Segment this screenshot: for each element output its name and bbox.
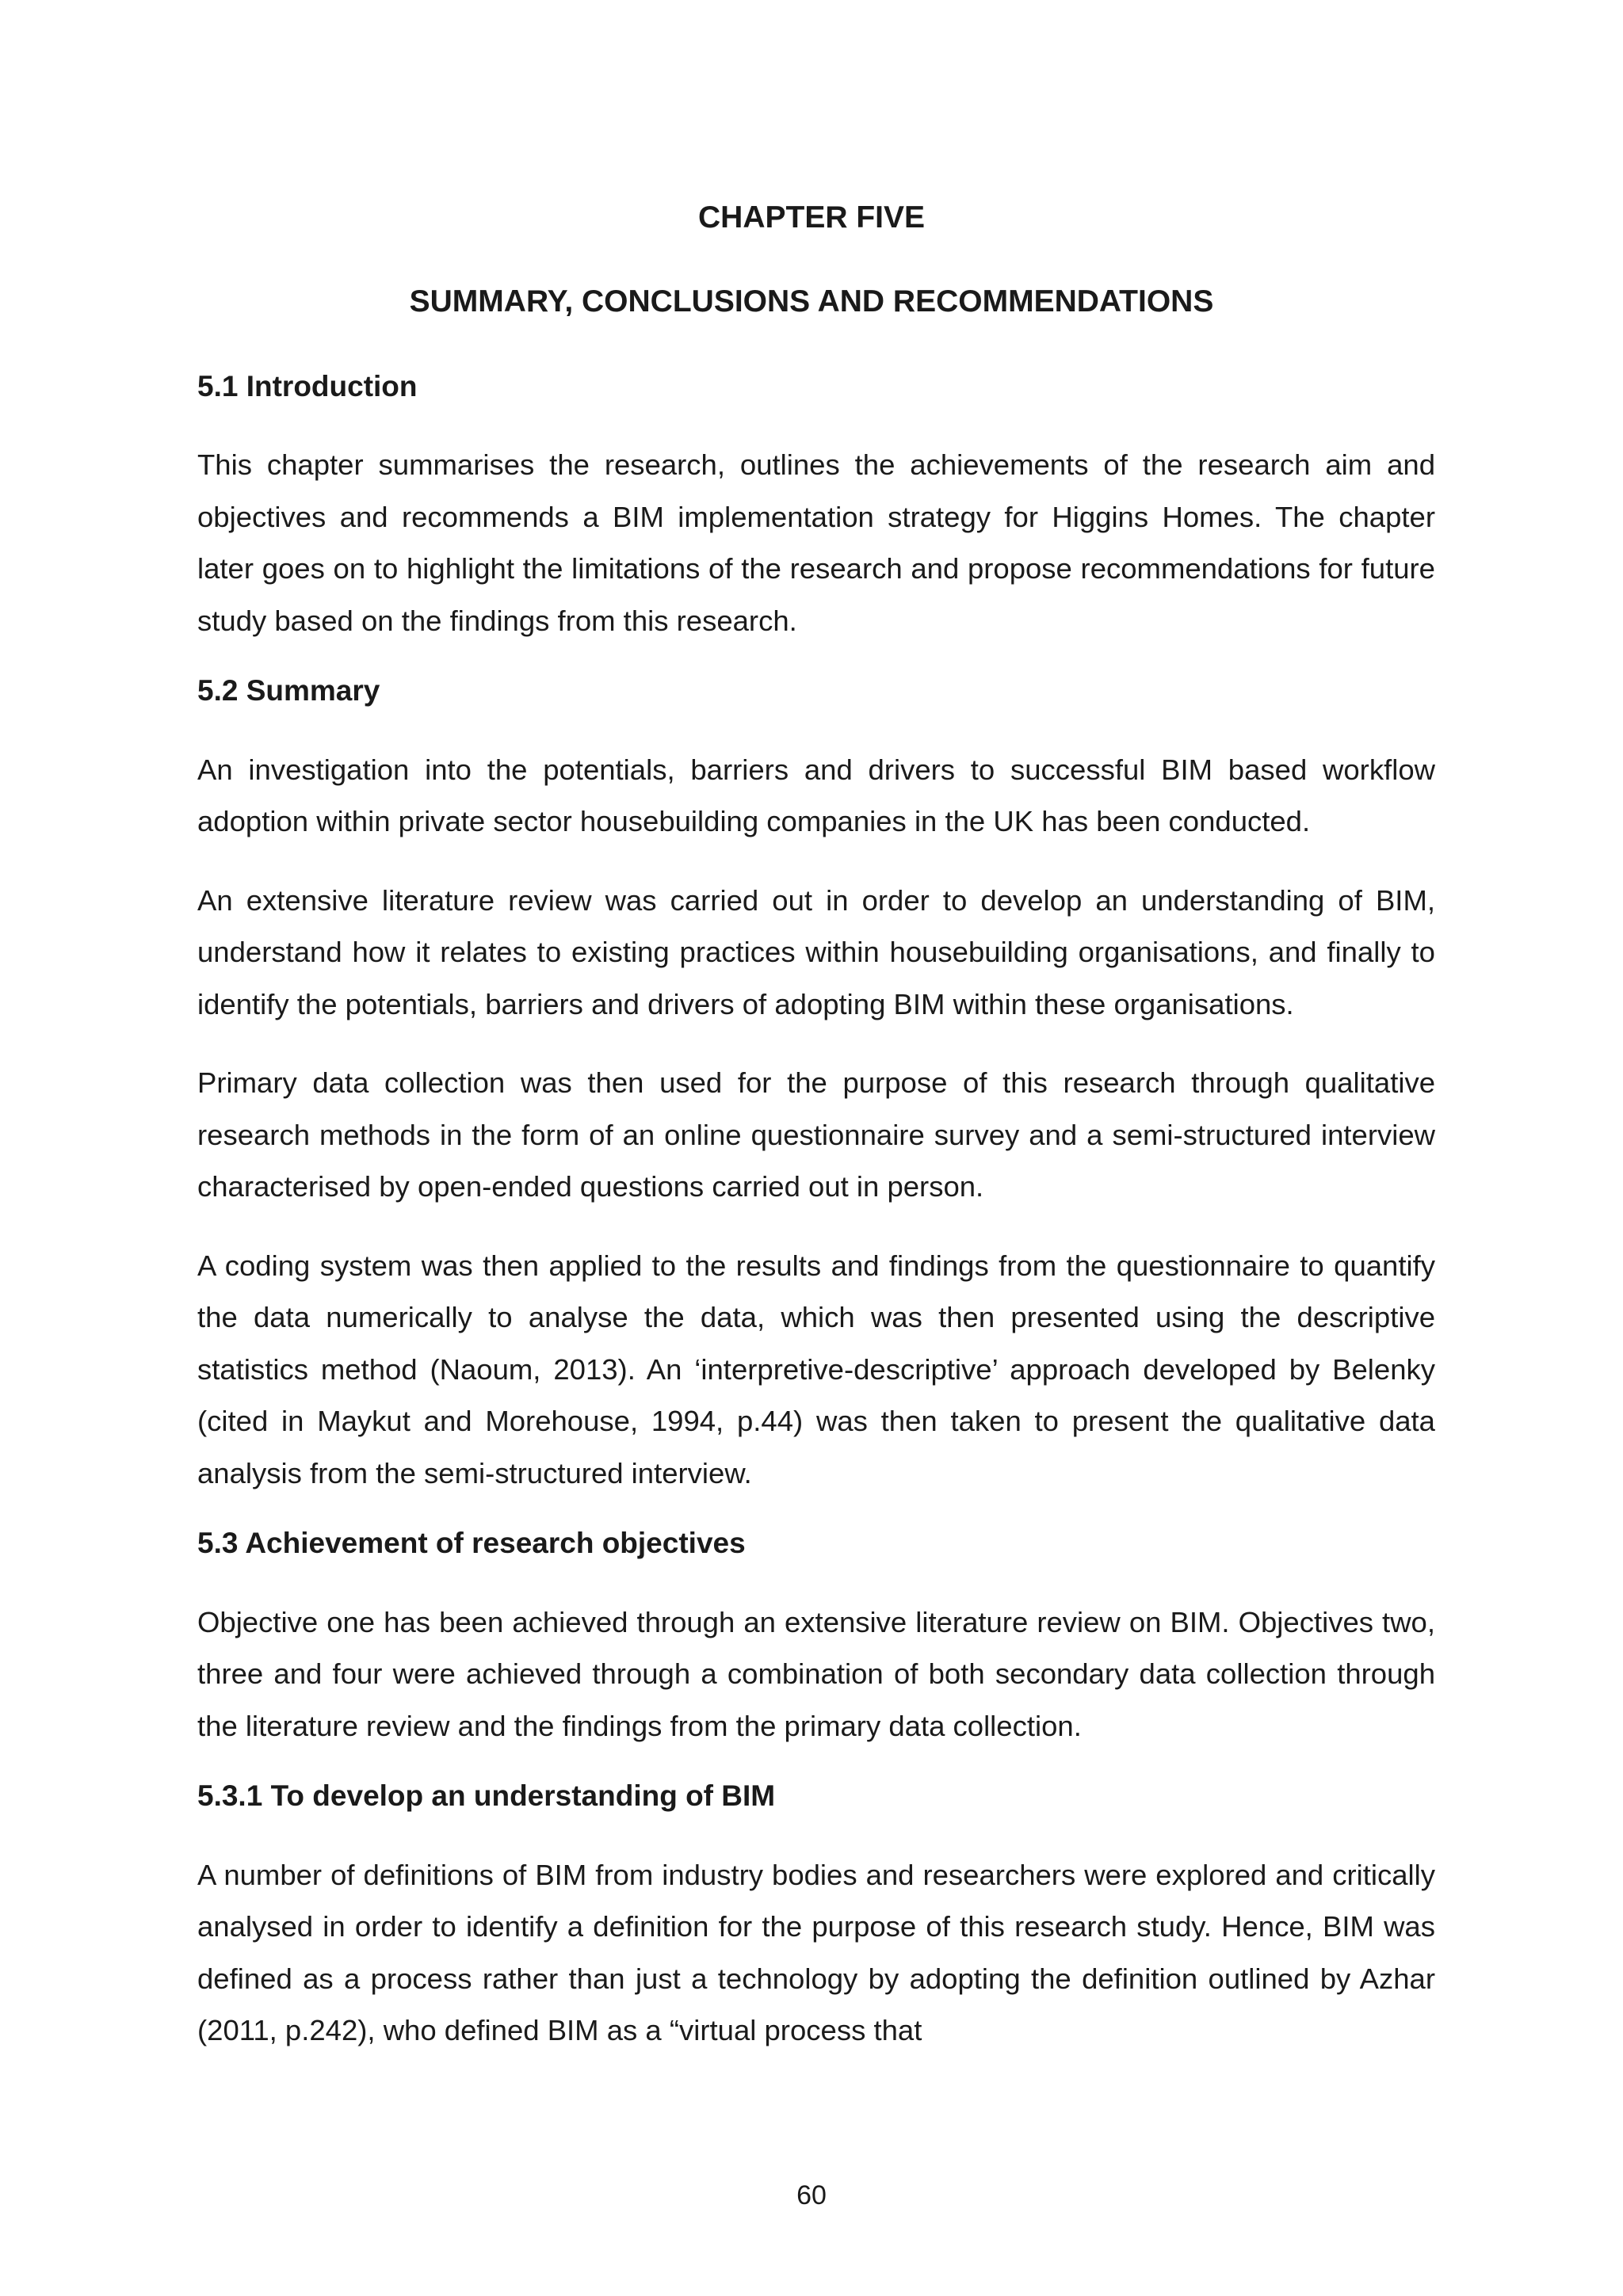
chapter-subtitle: SUMMARY, CONCLUSIONS AND RECOMMENDATIONS bbox=[409, 284, 1214, 318]
paragraph-5-2-1: An investigation into the potentials, barriers and drivers to successful BIM based workflow adoption within private sector housebuilding companies in the UK has been conducted. bbox=[197, 753, 1435, 838]
paragraph-5-2-4: A coding system was then applied to the results and findings from the questionnaire to quantify the data numerically to analyse the data, which was then presented using the descriptive statistics method (Naoum, 2013). An ‘interpretive-descriptive’ approach developed by Belenky (cited in Maykut and Morehouse, 1994, p.44) was then taken to present the qualitative data analysis from the semi-structured interview. bbox=[197, 1249, 1435, 1489]
paragraph-5-2-3: Primary data collection was then used for the purpose of this research through qualitative research methods in the form of an online questionnaire survey and a semi-structured interview characterised by open-ended questions carried out in person. bbox=[197, 1066, 1435, 1203]
chapter-title: CHAPTER FIVE bbox=[697, 200, 926, 235]
page-number: 60 bbox=[796, 2180, 827, 2210]
section-heading-5-3-1: 5.3.1 To develop an understanding of BIM bbox=[197, 1779, 776, 1813]
paragraph-5-2-2: An extensive literature review was carried out in order to develop an understanding of BIM, understand how it relates to existing practices within housebuilding organisations, and finally to identify the potentials, barriers and drivers of adopting BIM within these organisations. bbox=[197, 883, 1435, 1020]
paragraph-5-3-1: Objective one has been achieved through an extensive literature review on BIM. Objectives two, three and four were achieved through a combination of both secondary data collection through the literature review and the findings from the primary data collection. bbox=[197, 1605, 1435, 1742]
paragraph-5-3-1-1: A number of definitions of BIM from industry bodies and researchers were explored and critically analysed in order to identify a definition for the purpose of this research study. Hence, BIM was defined as a process rather than just a technology by adopting the definition outlined by Azhar (2011, p.242), who defined BIM as a “virtual process that bbox=[197, 1858, 1435, 2047]
page-content bbox=[197, 369, 1435, 2057]
paragraph-5-1-1: This chapter summarises the research, outlines the achievements of the research aim and objectives and recommends a BIM implementation strategy for Higgins Homes. The chapter later goes on to highlight the limitations of the research and propose recommendations for future study based on the findings from this research. bbox=[197, 448, 1435, 637]
section-heading-5-2: 5.2 Summary bbox=[197, 674, 380, 707]
section-heading-5-1: 5.1 Introduction bbox=[197, 370, 418, 402]
section-heading-5-3: 5.3 Achievement of research objectives bbox=[197, 1527, 746, 1560]
